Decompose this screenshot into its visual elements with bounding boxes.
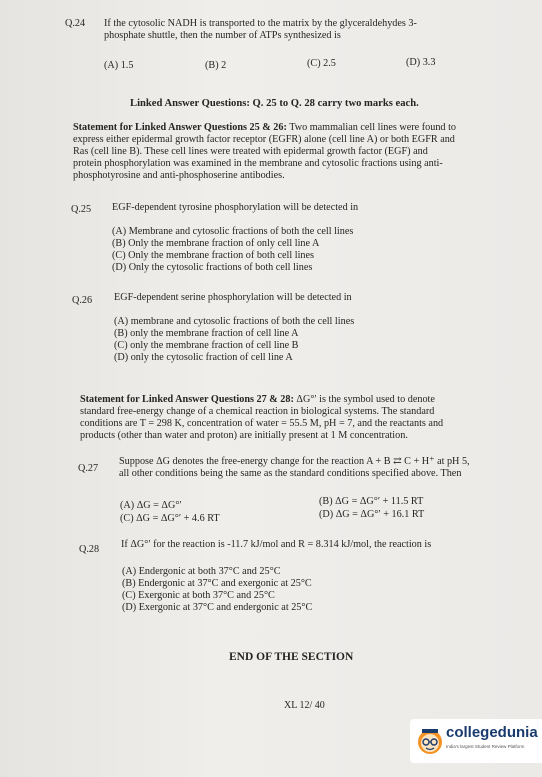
option-d: (D) Only the cytosolic fractions of both cell lines (112, 262, 313, 273)
option-c: (C) 2.5 (307, 58, 336, 69)
options-q28 (122, 566, 312, 614)
question-number: Q.27 (78, 463, 99, 474)
option-b: (B) ΔG = ΔG°′ + 11.5 RT (319, 496, 424, 507)
question-text-q25: EGF-dependent tyrosine phosphorylation will be detected in (112, 202, 359, 213)
statement-25-26: Statement for Linked Answer Questions 25 & 26: Two mammalian cell lines were found to express either epidermal growth factor receptor (EGFR) alone (cell line A) or both EGFR and Ras (cell line B). These cell lines were treated with epidermal growth factor (EGF) and protein phosphorylation was examined in the membrane and cytosolic fractions using anti- phosphotyrosine and anti-phosphoserine antibodies. (73, 122, 456, 181)
linked-questions-heading: Linked Answer Questions: Q. 25 to Q. 28 carry two marks each. (130, 98, 419, 109)
option-c: (C) Exergonic at both 37°C and 25°C (122, 590, 275, 601)
option-c: (C) ΔG = ΔG°′ + 4.6 RT (120, 513, 220, 524)
question-number: Q.24 (65, 18, 86, 29)
option-d: (D) 3.3 (406, 57, 436, 68)
option-b: (B) Only the membrane fraction of only cell line A (112, 238, 320, 249)
question-number: Q.25 (71, 204, 92, 215)
question-text-q26: EGF-dependent serine phosphorylation will be detected in (114, 292, 352, 303)
option-b: (B) only the membrane fraction of cell line A (114, 328, 299, 339)
statement-27-28: Statement for Linked Answer Questions 27 & 28: ΔG°′ is the symbol used to denote standard free-energy change of a chemical reaction in biological systems. The standard conditions are T = 298 K, concentration of water = 55.5 M, pH = 7, and the reactants and products (other than water and proton) are initially present at 1 M concentration. (80, 394, 444, 441)
option-c: (C) only the membrane fraction of cell line B (114, 340, 299, 351)
option-a: (A) ΔG = ΔG°′ (120, 500, 182, 511)
collegedunia-logo (410, 719, 542, 763)
option-a: (A) Endergonic at both 37°C and 25°C (122, 566, 281, 577)
option-b: (B) 2 (205, 60, 227, 71)
option-a: (A) Membrane and cytosolic fractions of both the cell lines (112, 226, 354, 237)
page-footer: XL 12/ 40 (284, 700, 325, 711)
option-a: (A) membrane and cytosolic fractions of both the cell lines (114, 316, 355, 327)
option-d: (D) Exergonic at 37°C and endergonic at 25°C (122, 602, 313, 613)
mascot-icon (416, 726, 444, 756)
options-q26 (114, 316, 354, 364)
question-number: Q.28 (79, 544, 100, 555)
question-text-q27: Suppose ΔG denotes the free-energy change for the reaction A + B ⇄ C + H⁺ at pH 5, all other conditions being the same as the standard conditions specified above. Then (119, 456, 470, 479)
question-text-q28: If ΔG°′ for the reaction is -11.7 kJ/mol and R = 8.314 kJ/mol, the reaction is (121, 539, 432, 550)
option-d: (D) ΔG = ΔG°′ + 16.1 RT (319, 509, 425, 520)
end-of-section: END OF THE SECTION (229, 651, 354, 663)
logo-name: collegedunia (446, 724, 538, 741)
option-d: (D) only the cytosolic fraction of cell line A (114, 352, 293, 363)
question-number: Q.26 (72, 295, 93, 306)
option-c: (C) Only the membrane fraction of both cell lines (112, 250, 314, 261)
options-q25 (112, 226, 353, 274)
question-text-q24: If the cytosolic NADH is transported to the matrix by the glyceraldehydes 3- phosphate shuttle, then the number of ATPs synthesized is (104, 18, 417, 41)
logo-tagline: India's largest Student Review Platform (446, 744, 525, 749)
option-a: (A) 1.5 (104, 60, 134, 71)
option-b: (B) Endergonic at 37°C and exergonic at 25°C (122, 578, 312, 589)
